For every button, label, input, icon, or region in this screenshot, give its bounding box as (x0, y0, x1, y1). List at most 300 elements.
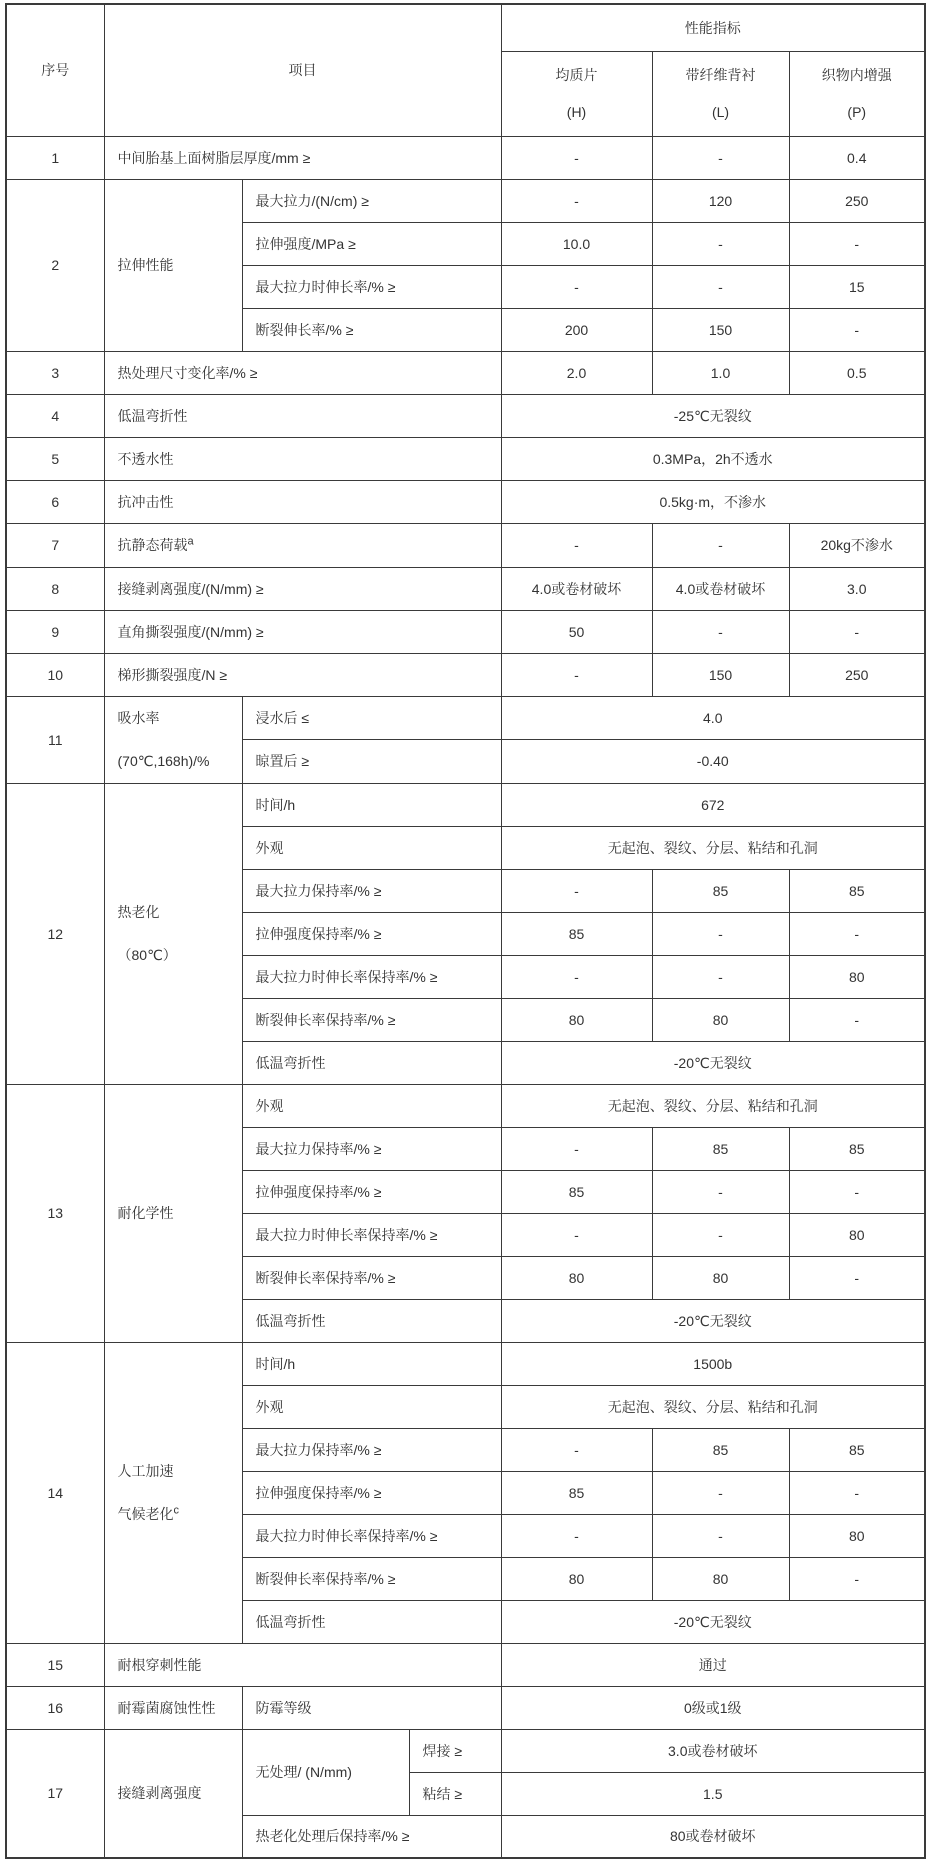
label-cell (242, 1514, 501, 1557)
cell-text: 拉伸强度保持率/% ≥ (255, 1183, 382, 1200)
cell-text: 接缝剥离强度 (117, 1785, 202, 1802)
value-cell (652, 869, 789, 912)
label-cell (104, 523, 501, 567)
value-cell (652, 653, 789, 696)
col-header-item (104, 4, 501, 136)
value-cell (501, 1643, 925, 1686)
value-cell (789, 1428, 925, 1471)
cell-text: 1 (51, 149, 60, 166)
cell-text: 80 (848, 1527, 865, 1544)
cell-text: - (574, 968, 579, 985)
cell-text: 焊接 ≥ (422, 1742, 463, 1759)
value-cell (789, 567, 925, 610)
cell-text: 最大拉力保持率/% ≥ (255, 1441, 382, 1458)
value-cell (501, 1557, 652, 1600)
value-cell (652, 1127, 789, 1170)
value-cell (652, 610, 789, 653)
cell-text: 85 (712, 1441, 729, 1458)
table-row (6, 1686, 925, 1729)
cell-text: -20℃无裂纹 (673, 1054, 752, 1071)
label-cell (242, 1342, 501, 1385)
cell-text: - (718, 1527, 723, 1544)
cell-text: 断裂伸长率保持率/% ≥ (255, 1011, 396, 1028)
cell-text: 最大拉力时伸长率保持率/% ≥ (255, 968, 438, 985)
table-row (6, 523, 925, 567)
label-cell (104, 1643, 501, 1686)
value-cell (789, 265, 925, 308)
value-cell (789, 1127, 925, 1170)
value-cell (501, 1600, 925, 1643)
value-cell (501, 1428, 652, 1471)
value-cell (652, 1557, 789, 1600)
cell-text: - (718, 278, 723, 295)
table-row (6, 351, 925, 394)
cell-text: - (574, 1441, 579, 1458)
label-cell (242, 308, 501, 351)
cell-text: 85 (848, 1441, 865, 1458)
label-cell (104, 1729, 242, 1858)
value-cell (789, 1170, 925, 1213)
value-cell (501, 1772, 925, 1815)
cell-text: 3 (51, 364, 60, 381)
label-cell (104, 437, 501, 480)
value-cell (789, 610, 925, 653)
cell-text: 16 (47, 1699, 64, 1716)
label-cell (104, 179, 242, 351)
cell-text: 热处理尺寸变化率/% ≥ (117, 364, 258, 381)
cell-text: 80 (568, 1269, 585, 1286)
cell-text: 10 (47, 666, 64, 683)
index-cell (6, 783, 104, 1084)
cell-text: (P) (847, 104, 867, 120)
cell-text: - (854, 1269, 860, 1286)
cell-text: - (574, 1527, 579, 1544)
cell-text: 5 (51, 450, 60, 467)
value-cell (652, 1428, 789, 1471)
table-row (6, 394, 925, 437)
label-cell (104, 136, 501, 179)
cell-text: -20℃无裂纹 (673, 1613, 752, 1630)
table-row (6, 653, 925, 696)
index-cell (6, 653, 104, 696)
col-header-h (501, 51, 652, 136)
value-cell (501, 1815, 925, 1858)
cell-text: -20℃无裂纹 (673, 1312, 752, 1329)
label-cell (409, 1772, 501, 1815)
index-cell (6, 351, 104, 394)
cell-text: 外观 (255, 839, 284, 856)
index-cell (6, 179, 104, 351)
cell-text: 最大拉力保持率/% ≥ (255, 1140, 382, 1157)
label-cell (104, 653, 501, 696)
value-cell (501, 869, 652, 912)
value-cell (501, 1256, 652, 1299)
cell-text: 拉伸强度保持率/% ≥ (255, 1484, 382, 1501)
cell-text: 6 (51, 493, 60, 510)
cell-text: 85 (568, 1183, 585, 1200)
value-cell (652, 1256, 789, 1299)
table-row (6, 567, 925, 610)
table-row (6, 783, 925, 826)
cell-text: - (574, 278, 579, 295)
cell-text: - (574, 149, 579, 166)
cell-text: 15 (848, 278, 865, 295)
index-cell (6, 1342, 104, 1643)
label-cell (104, 1686, 242, 1729)
value-cell (789, 1213, 925, 1256)
cell-text: - (718, 1226, 723, 1243)
label-cell (242, 869, 501, 912)
cell-text: 断裂伸长率保持率/% ≥ (255, 1570, 396, 1587)
cell-text: 15 (47, 1656, 64, 1673)
label-cell (242, 998, 501, 1041)
value-cell (789, 136, 925, 179)
cell-text: 时间/h (255, 796, 296, 813)
value-cell (501, 1041, 925, 1084)
cell-text: 14 (47, 1484, 64, 1501)
cell-text: 85 (712, 882, 729, 899)
cell-text: 抗冲击性 (117, 493, 174, 510)
label-cell (242, 1815, 501, 1858)
label-cell (242, 826, 501, 869)
label-cell (104, 783, 242, 1084)
value-cell (501, 480, 925, 523)
cell-text: 中间胎基上面树脂层厚度/mm ≥ (117, 149, 311, 166)
table-row (6, 696, 925, 740)
cell-text: - (574, 1140, 579, 1157)
cell-text: 3.0或卷材破坏 (668, 1742, 758, 1759)
value-cell (501, 1686, 925, 1729)
label-cell (242, 1686, 501, 1729)
value-cell (652, 136, 789, 179)
cell-text: 8 (51, 580, 60, 597)
cell-text: 通过 (698, 1656, 727, 1673)
cell-text: - (574, 537, 579, 553)
label-cell (242, 222, 501, 265)
cell-text: 热老化处理后保持率/% ≥ (255, 1828, 410, 1845)
label-cell (242, 1170, 501, 1213)
index-cell (6, 437, 104, 480)
value-cell (501, 308, 652, 351)
cell-text: 最大拉力时伸长率保持率/% ≥ (255, 1226, 438, 1243)
value-cell (789, 653, 925, 696)
label-cell (242, 1041, 501, 1084)
cell-text: - (574, 666, 579, 683)
cell-text: 直角撕裂强度/(N/mm) ≥ (117, 623, 264, 640)
cell-text: 80 (712, 1011, 729, 1028)
col-header-l (652, 51, 789, 136)
value-cell (652, 1213, 789, 1256)
label-cell (242, 1729, 409, 1815)
value-cell (501, 1299, 925, 1342)
cell-text: 无起泡、裂纹、分层、粘结和孔洞 (607, 1398, 818, 1415)
label-cell (242, 1600, 501, 1643)
cell-text: 无起泡、裂纹、分层、粘结和孔洞 (607, 839, 818, 856)
cell-text: - (718, 925, 723, 942)
cell-text: 2.0 (566, 364, 587, 381)
cell-text: 耐霉菌腐蚀性性 (117, 1699, 216, 1716)
cell-text: (H) (566, 104, 587, 120)
cell-text: 粘结 ≥ (422, 1785, 463, 1802)
cell-text: 0.5 (847, 364, 867, 381)
label-cell (242, 1213, 501, 1256)
cell-text: 200 (564, 321, 589, 338)
cell-text: 1.0 (710, 364, 731, 381)
cell-text: （80℃） (117, 946, 177, 963)
spec-table (5, 3, 926, 1859)
cell-text: 150 (708, 321, 733, 338)
label-cell (104, 610, 501, 653)
cell-text: 85 (848, 1140, 865, 1157)
cell-text: 3.0 (847, 580, 867, 597)
value-cell (789, 998, 925, 1041)
table-row (6, 1342, 925, 1385)
cell-text: 外观 (255, 1398, 284, 1415)
label-cell (242, 1299, 501, 1342)
cell-text: - (854, 623, 860, 640)
cell-text: - (854, 1484, 860, 1501)
cell-text: 无起泡、裂纹、分层、粘结和孔洞 (607, 1097, 818, 1114)
cell-text: 80 (848, 1226, 865, 1243)
cell-text: 浸水后 ≤ (255, 709, 310, 726)
value-cell (501, 437, 925, 480)
cell-text: 拉伸强度保持率/% ≥ (255, 925, 382, 942)
cell-text: 耐根穿刺性能 (117, 1656, 202, 1673)
value-cell (652, 222, 789, 265)
index-cell (6, 696, 104, 783)
value-cell (501, 998, 652, 1041)
value-cell (652, 265, 789, 308)
value-cell (501, 265, 652, 308)
cell-text: 85 (568, 1484, 585, 1501)
value-cell (501, 610, 652, 653)
index-cell (6, 480, 104, 523)
index-cell (6, 136, 104, 179)
value-cell (501, 783, 925, 826)
value-cell (501, 653, 652, 696)
value-cell (501, 567, 652, 610)
cell-text: 低温弯折性 (255, 1054, 326, 1071)
cell-text: - (854, 1183, 860, 1200)
label-cell (104, 567, 501, 610)
cell-text: 2 (51, 257, 60, 273)
cell-text: 150 (708, 666, 733, 683)
cell-text: 低温弯折性 (255, 1613, 326, 1630)
cell-text: 无处理/ (N/mm) (255, 1764, 352, 1780)
cell-text: 0.4 (847, 149, 867, 166)
cell-text: - (718, 1183, 723, 1200)
table-row (6, 610, 925, 653)
cell-text: 9 (51, 623, 60, 640)
cell-text: 不透水性 (117, 450, 174, 467)
value-cell (501, 351, 652, 394)
label-cell (242, 783, 501, 826)
value-cell (501, 394, 925, 437)
cell-text: - (718, 968, 723, 985)
cell-text: 最大拉力时伸长率/% ≥ (255, 278, 396, 295)
cell-text: 1.5 (703, 1785, 723, 1802)
cell-text: 4.0或卷材破坏 (675, 580, 766, 597)
cell-text: - (854, 925, 860, 942)
cell-text: 断裂伸长率保持率/% ≥ (255, 1269, 396, 1286)
cell-text: 4.0 (703, 709, 723, 726)
cell-text: 气候老化$^c$ (117, 1503, 179, 1522)
cell-text: 0.3MPa，2h不透水 (652, 450, 773, 467)
value-cell (501, 696, 925, 740)
table-row (6, 179, 925, 222)
cell-text: 拉伸强度/MPa ≥ (255, 235, 356, 252)
value-cell (789, 308, 925, 351)
cell-text: (L) (711, 104, 730, 120)
cell-text: 防霉等级 (255, 1699, 312, 1716)
cell-text: - (854, 1011, 860, 1028)
cell-text: 80 (712, 1269, 729, 1286)
label-cell (242, 696, 501, 740)
index-cell (6, 567, 104, 610)
value-cell (652, 1514, 789, 1557)
cell-text: 120 (708, 192, 733, 209)
label-cell (104, 480, 501, 523)
value-cell (789, 869, 925, 912)
value-cell (501, 1342, 925, 1385)
cell-text: (70℃,168h)/% (117, 752, 210, 769)
cell-text: - (718, 537, 723, 553)
index-cell (6, 610, 104, 653)
cell-text: 85 (712, 1140, 729, 1157)
cell-text: -25℃无裂纹 (673, 407, 752, 424)
index-cell (6, 1084, 104, 1342)
index-cell (6, 1686, 104, 1729)
cell-text: 12 (47, 925, 64, 942)
cell-text: - (574, 1226, 579, 1243)
cell-text: -0.40 (696, 753, 729, 770)
cell-text: 50 (568, 623, 585, 640)
table-row (6, 480, 925, 523)
cell-text: 织物内增强 (821, 67, 892, 83)
cell-text: 低温弯折性 (255, 1312, 326, 1329)
value-cell (501, 912, 652, 955)
value-cell (652, 998, 789, 1041)
label-cell (104, 696, 242, 783)
cell-text: 项目 (288, 62, 317, 79)
cell-text: 85 (568, 925, 585, 942)
value-cell (652, 567, 789, 610)
label-cell (104, 394, 501, 437)
value-cell (789, 1514, 925, 1557)
value-cell (501, 523, 652, 567)
table-row (6, 136, 925, 179)
value-cell (789, 222, 925, 265)
value-cell (789, 955, 925, 998)
cell-text: 250 (845, 192, 869, 209)
spec-table-body (6, 4, 925, 1858)
cell-text: - (718, 149, 723, 166)
cell-text: - (574, 192, 579, 209)
value-cell (652, 308, 789, 351)
cell-text: - (854, 321, 860, 338)
cell-text: 性能指标 (684, 19, 741, 36)
cell-text: 最大拉力保持率/% ≥ (255, 882, 382, 899)
label-cell (242, 912, 501, 955)
cell-text: 80或卷材破坏 (669, 1828, 756, 1845)
cell-text: 7 (51, 537, 60, 553)
cell-text: - (574, 882, 579, 899)
label-cell (242, 955, 501, 998)
cell-text: 10.0 (562, 235, 591, 252)
value-cell (501, 222, 652, 265)
value-cell (501, 1213, 652, 1256)
cell-text: 最大拉力时伸长率保持率/% ≥ (255, 1527, 438, 1544)
value-cell (652, 179, 789, 222)
label-cell (242, 1471, 501, 1514)
value-cell (501, 179, 652, 222)
cell-text: 耐化学性 (117, 1205, 174, 1221)
cell-text: 11 (47, 731, 63, 748)
cell-text: 接缝剥离强度/(N/mm) ≥ (117, 580, 264, 597)
value-cell (501, 740, 925, 784)
cell-text: 672 (701, 796, 725, 813)
col-header-p (789, 51, 925, 136)
value-cell (501, 1385, 925, 1428)
cell-text: 外观 (255, 1097, 284, 1114)
footnote-superscript: c (173, 1503, 179, 1516)
value-cell (789, 1471, 925, 1514)
cell-text: 80 (712, 1570, 729, 1587)
label-cell (104, 1084, 242, 1342)
cell-text: 最大拉力/(N/cm) ≥ (255, 192, 369, 209)
value-cell (789, 912, 925, 955)
label-cell (242, 265, 501, 308)
index-cell (6, 1729, 104, 1858)
value-cell (789, 1256, 925, 1299)
label-cell (242, 1557, 501, 1600)
cell-text: - (718, 235, 723, 252)
value-cell (789, 1557, 925, 1600)
cell-text: 梯形撕裂强度/N ≥ (117, 666, 228, 683)
cell-text: 带纤维背衬 (685, 67, 756, 83)
value-cell (501, 1514, 652, 1557)
value-cell (652, 1170, 789, 1213)
value-cell (501, 1471, 652, 1514)
cell-text: 断裂伸长率/% ≥ (255, 321, 354, 338)
cell-text: 17 (47, 1785, 64, 1802)
label-cell (242, 1428, 501, 1471)
table-row (6, 1643, 925, 1686)
value-cell (789, 523, 925, 567)
cell-text: 序号 (41, 62, 70, 79)
value-cell (501, 1084, 925, 1127)
footnote-superscript: a (187, 534, 194, 547)
cell-text: 80 (568, 1570, 585, 1587)
cell-text: 1500b (693, 1355, 733, 1372)
cell-text: 4.0或卷材破坏 (531, 580, 622, 597)
table-row (6, 437, 925, 480)
col-header-index (6, 4, 104, 136)
value-cell (501, 826, 925, 869)
label-cell (242, 1385, 501, 1428)
cell-text: 80 (568, 1011, 585, 1028)
index-cell (6, 523, 104, 567)
label-cell (242, 179, 501, 222)
value-cell (652, 912, 789, 955)
cell-text: 拉伸性能 (117, 257, 174, 273)
cell-text: 时间/h (255, 1355, 296, 1372)
value-cell (501, 136, 652, 179)
cell-text: 均质片 (555, 67, 598, 83)
value-cell (501, 1729, 925, 1772)
label-cell (104, 1342, 242, 1643)
cell-text: 吸水率 (117, 709, 160, 726)
